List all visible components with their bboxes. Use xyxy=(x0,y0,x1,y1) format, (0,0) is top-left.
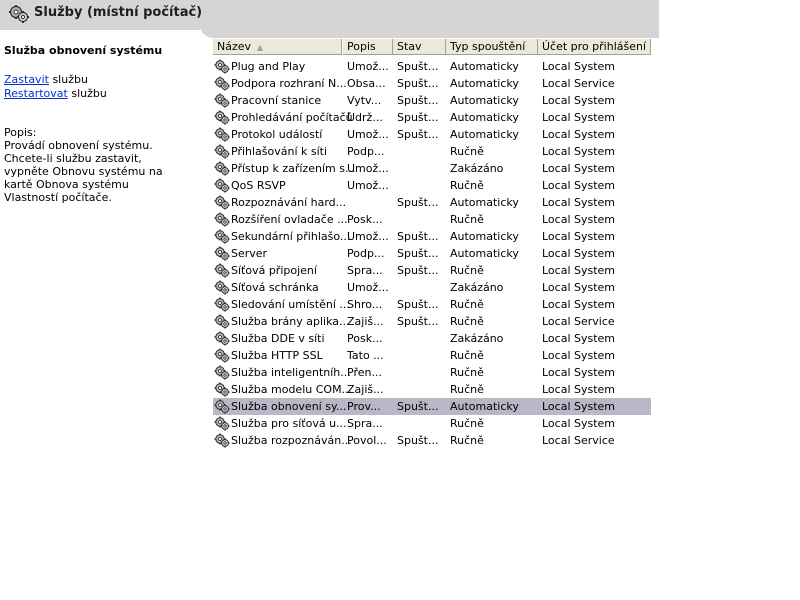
service-name-cell: Síťová schránka xyxy=(231,281,319,294)
service-startup-type-cell: Ručně xyxy=(450,145,484,158)
service-gear-icon xyxy=(214,297,230,312)
service-status-cell: Spušt... xyxy=(397,60,439,73)
service-startup-type-cell: Ručně xyxy=(450,417,484,430)
service-gear-icon xyxy=(214,161,230,176)
service-description-cell: Přen... xyxy=(347,366,382,379)
service-startup-type-cell: Ručně xyxy=(450,179,484,192)
service-startup-type-cell: Ručně xyxy=(450,434,484,447)
service-gear-icon xyxy=(214,246,230,261)
service-startup-type-cell: Automaticky xyxy=(450,400,519,413)
service-name-cell: Služba pro síťová u... xyxy=(231,417,347,430)
service-description-cell: Posk... xyxy=(347,332,383,345)
service-description-cell xyxy=(347,194,391,211)
service-logon-account-cell: Local Service xyxy=(542,434,615,447)
service-status-cell xyxy=(397,160,445,177)
service-gear-icon xyxy=(214,416,230,431)
service-name-cell: Služba obnovení sy... xyxy=(231,400,347,413)
service-row[interactable] xyxy=(213,415,651,432)
service-name-cell: Rozšíření ovladače ... xyxy=(231,213,348,226)
service-logon-account-cell: Local System xyxy=(542,230,616,243)
column-header-name[interactable] xyxy=(213,39,342,55)
restart-service-suffix: službu xyxy=(67,87,107,100)
service-logon-account-cell: Local Service xyxy=(542,77,615,90)
service-gear-icon xyxy=(214,348,230,363)
service-description-cell: Spra... xyxy=(347,417,383,430)
service-gear-icon xyxy=(214,331,230,346)
service-row[interactable] xyxy=(213,160,651,177)
service-startup-type-cell: Zakázáno xyxy=(450,281,504,294)
service-status-cell xyxy=(397,143,445,160)
service-status-cell: Spušt... xyxy=(397,315,439,328)
description-label: Popis: xyxy=(4,126,37,139)
service-name-cell: Plug and Play xyxy=(231,60,306,73)
list-header xyxy=(213,38,659,56)
service-row[interactable] xyxy=(213,245,651,262)
service-gear-icon xyxy=(214,365,230,380)
service-description-cell: Umož... xyxy=(347,128,389,141)
service-name-cell: Přihlašování k síti xyxy=(231,145,328,158)
gears-icon xyxy=(8,4,30,27)
service-description-cell: Umož... xyxy=(347,281,389,294)
service-gear-icon xyxy=(214,433,230,448)
stop-service-suffix: službu xyxy=(48,73,88,86)
service-name-cell: QoS RSVP xyxy=(231,179,286,192)
service-row[interactable] xyxy=(213,279,651,296)
service-logon-account-cell: Local System xyxy=(542,264,616,277)
service-startup-type-cell: Ručně xyxy=(450,315,484,328)
service-logon-account-cell: Local System xyxy=(542,417,616,430)
service-status-cell xyxy=(397,347,445,364)
service-logon-account-cell: Local System xyxy=(542,281,616,294)
service-row[interactable] xyxy=(213,228,651,245)
column-header-logon-account[interactable]: Účet pro přihlášení xyxy=(538,39,651,55)
service-description-cell: Tato ... xyxy=(347,349,384,362)
sort-ascending-icon: ▲ xyxy=(257,43,264,52)
service-row[interactable] xyxy=(213,211,651,228)
service-description-cell: Vytv... xyxy=(347,94,382,107)
window-title: Služby (místní počítač) xyxy=(34,5,203,20)
service-row[interactable] xyxy=(213,313,651,330)
service-gear-icon xyxy=(214,212,230,227)
service-description-cell: Podp... xyxy=(347,145,385,158)
service-status-cell xyxy=(397,279,445,296)
service-logon-account-cell: Local System xyxy=(542,366,616,379)
column-header-startup-type[interactable]: Typ spouštění xyxy=(446,39,538,55)
service-logon-account-cell: Local System xyxy=(542,162,616,175)
column-header-name-label: Název xyxy=(217,40,252,53)
service-description-cell: Spra... xyxy=(347,264,383,277)
service-startup-type-cell: Ručně xyxy=(450,383,484,396)
service-gear-icon xyxy=(214,178,230,193)
service-gear-icon xyxy=(214,144,230,159)
service-row[interactable] xyxy=(213,177,651,194)
service-row[interactable] xyxy=(213,194,651,211)
service-row[interactable] xyxy=(213,109,651,126)
service-row[interactable] xyxy=(213,347,651,364)
service-startup-type-cell: Ručně xyxy=(450,366,484,379)
services-list[interactable] xyxy=(213,38,659,452)
title-curve-decoration xyxy=(0,28,659,38)
service-status-cell xyxy=(397,415,445,432)
service-startup-type-cell: Automaticky xyxy=(450,60,519,73)
service-logon-account-cell: Local System xyxy=(542,247,616,260)
service-row[interactable] xyxy=(213,296,651,313)
service-startup-type-cell: Automaticky xyxy=(450,196,519,209)
service-description-cell: Obsa... xyxy=(347,77,386,90)
service-description-cell: Udrž... xyxy=(347,111,383,124)
service-gear-icon xyxy=(214,76,230,91)
service-gear-icon xyxy=(214,195,230,210)
service-startup-type-cell: Automaticky xyxy=(450,77,519,90)
service-logon-account-cell: Local System xyxy=(542,128,616,141)
service-name-cell: Pracovní stanice xyxy=(231,94,322,107)
service-name-cell: Sekundární přihlašo... xyxy=(231,230,351,243)
stop-service-link[interactable]: Zastavit xyxy=(4,73,49,86)
restart-service-action xyxy=(4,87,107,100)
service-startup-type-cell: Zakázáno xyxy=(450,162,504,175)
service-status-cell: Spušt... xyxy=(397,247,439,260)
service-logon-account-cell: Local Service xyxy=(542,315,615,328)
service-name-cell: Služba HTTP SSL xyxy=(231,349,323,362)
service-logon-account-cell: Local System xyxy=(542,196,616,209)
service-row[interactable] xyxy=(213,58,651,75)
service-startup-type-cell: Automaticky xyxy=(450,128,519,141)
service-status-cell: Spušt... xyxy=(397,77,439,90)
service-row[interactable] xyxy=(213,381,651,398)
service-description-cell: Shro... xyxy=(347,298,383,311)
service-logon-account-cell: Local System xyxy=(542,298,616,311)
service-logon-account-cell: Local System xyxy=(542,111,616,124)
service-status-cell: Spušt... xyxy=(397,298,439,311)
service-name-cell: Služba rozpoznáván... xyxy=(231,434,352,447)
service-logon-account-cell: Local System xyxy=(542,213,616,226)
service-startup-type-cell: Automaticky xyxy=(450,111,519,124)
service-description-cell: Zajiš... xyxy=(347,315,384,328)
service-gear-icon xyxy=(214,382,230,397)
service-row[interactable] xyxy=(213,75,651,92)
service-row[interactable] xyxy=(213,262,651,279)
service-logon-account-cell: Local System xyxy=(542,145,616,158)
column-header-status[interactable]: Stav xyxy=(393,39,446,55)
service-logon-account-cell: Local System xyxy=(542,332,616,345)
service-status-cell: Spušt... xyxy=(397,264,439,277)
service-row[interactable] xyxy=(213,398,651,415)
service-description-cell: Umož... xyxy=(347,179,389,192)
service-startup-type-cell: Ručně xyxy=(450,264,484,277)
service-description-cell: Povol... xyxy=(347,434,387,447)
service-name-cell: Podpora rozhraní N... xyxy=(231,77,347,90)
service-row[interactable] xyxy=(213,143,651,160)
service-startup-type-cell: Automaticky xyxy=(450,230,519,243)
service-status-cell: Spušt... xyxy=(397,111,439,124)
service-name-cell: Rozpoznávání hard... xyxy=(231,196,347,209)
service-startup-type-cell: Ručně xyxy=(450,298,484,311)
service-gear-icon xyxy=(214,110,230,125)
service-startup-type-cell: Zakázáno xyxy=(450,332,504,345)
restart-service-link[interactable]: Restartovat xyxy=(4,87,68,100)
service-gear-icon xyxy=(214,314,230,329)
service-status-cell: Spušt... xyxy=(397,128,439,141)
service-gear-icon xyxy=(214,263,230,278)
service-status-cell: Spušt... xyxy=(397,434,439,447)
service-startup-type-cell: Automaticky xyxy=(450,247,519,260)
stop-service-action xyxy=(4,73,88,86)
column-header-description[interactable]: Popis xyxy=(343,39,393,55)
service-status-cell xyxy=(397,211,445,228)
service-status-cell xyxy=(397,177,445,194)
service-name-cell: Server xyxy=(231,247,268,260)
service-gear-icon xyxy=(214,127,230,142)
service-description-cell: Umož... xyxy=(347,230,389,243)
service-startup-type-cell: Ručně xyxy=(450,213,484,226)
service-name-cell: Sledování umístění ... xyxy=(231,298,350,311)
service-status-cell: Spušt... xyxy=(397,94,439,107)
service-status-cell: Spušt... xyxy=(397,230,439,243)
service-name-cell: Služba brány aplika... xyxy=(231,315,350,328)
service-gear-icon xyxy=(214,59,230,74)
service-logon-account-cell: Local System xyxy=(542,60,616,73)
service-row[interactable] xyxy=(213,432,651,449)
service-gear-icon xyxy=(214,93,230,108)
service-logon-account-cell: Local System xyxy=(542,383,616,396)
service-logon-account-cell: Local System xyxy=(542,349,616,362)
service-logon-account-cell: Local System xyxy=(542,179,616,192)
window-titlebar xyxy=(0,0,659,28)
service-description-cell: Posk... xyxy=(347,213,383,226)
service-logon-account-cell: Local System xyxy=(542,400,616,413)
service-description-cell: Zajiš... xyxy=(347,383,384,396)
service-name-cell: Síťová připojení xyxy=(231,264,317,277)
service-description-cell: Podp... xyxy=(347,247,385,260)
service-name-cell: Služba DDE v síti xyxy=(231,332,325,345)
service-row[interactable] xyxy=(213,92,651,109)
service-name-cell: Služba modelu COM... xyxy=(231,383,353,396)
service-name-cell: Protokol událostí xyxy=(231,128,323,141)
service-status-cell xyxy=(397,364,445,381)
service-name-cell: Služba inteligentníh... xyxy=(231,366,351,379)
service-name-cell: Prohledávání počítačů xyxy=(231,111,353,124)
service-status-cell xyxy=(397,330,445,347)
service-description-cell: Umož... xyxy=(347,162,389,175)
service-gear-icon xyxy=(214,229,230,244)
service-name-cell: Přístup k zařízením s... xyxy=(231,162,356,175)
service-description-cell: Prov... xyxy=(347,400,381,413)
service-description-cell: Umož... xyxy=(347,60,389,73)
service-logon-account-cell: Local System xyxy=(542,94,616,107)
service-status-cell xyxy=(397,381,445,398)
service-startup-type-cell: Automaticky xyxy=(450,94,519,107)
service-gear-icon xyxy=(214,399,230,414)
service-gear-icon xyxy=(214,280,230,295)
service-row[interactable] xyxy=(213,364,651,381)
service-status-cell: Spušt... xyxy=(397,196,439,209)
service-startup-type-cell: Ručně xyxy=(450,349,484,362)
service-row[interactable] xyxy=(213,330,651,347)
service-status-cell: Spušt... xyxy=(397,400,439,413)
description-text: Provádí obnovení systému. Chcete-li službu zastavit, vypněte Obnovu systému na kartě Obnova systému Vlastností počítače. xyxy=(4,139,163,204)
selected-service-name: Služba obnovení systému xyxy=(4,44,163,57)
service-row[interactable] xyxy=(213,126,651,143)
